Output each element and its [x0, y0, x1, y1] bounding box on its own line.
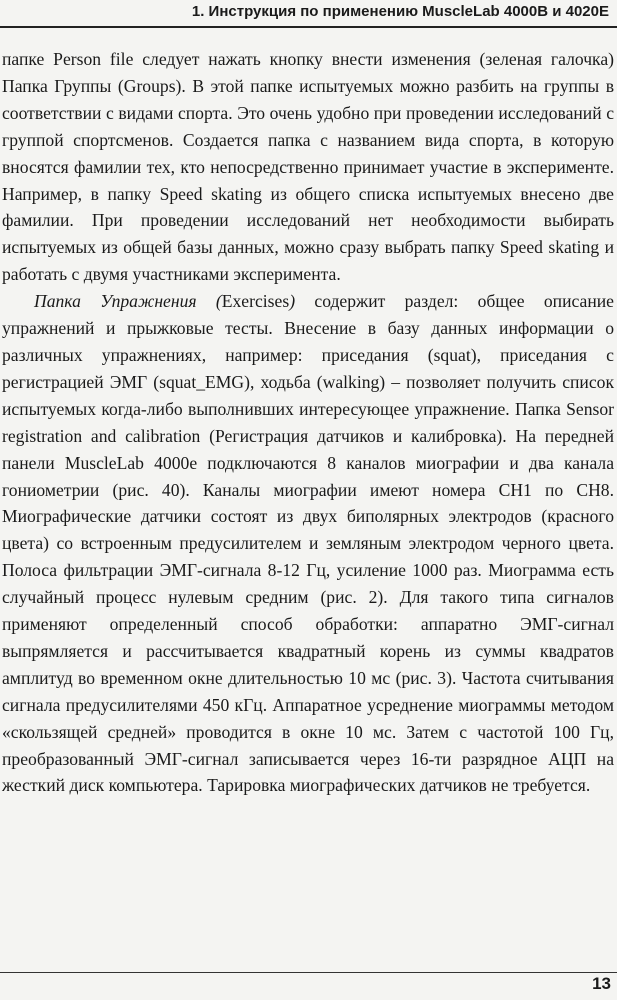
running-header: [0, 0, 617, 26]
header-rule: [0, 26, 617, 28]
footer-rule: [0, 972, 617, 973]
paragraph-2-rest: содержит раздел: общее описание упражнений и прыжковые тесты. Внесение в базу данных информации о различных упражнениях, например: приседания (squat), приседания с регистрацией ЭМГ (squat_EMG), ходьба (walking) – позволяет получить список испытуемых когда-либо выполнивших интересующее упражнение. Папка Sensor registration and calibration (Регистрация датчиков и калибровка). На передней панели MuscleLab 4000e подключаются 8 каналов миографии и два канала гониометрии (рис. 40). Каналы миографии имеют номера CH1 по CH8. Миографические датчики состоят из двух биполярных электродов (красного цвета) со встроенным предусилителем и земляным электродом черного цвета. Полоса фильтрации ЭМГ-сигнала 8-12 Гц, усиление 1000 раз. Миограмма есть случайный процесс нулевым средним (рис. 2). Для такого типа сигналов применяют определенный способ обработки: аппаратно ЭМГ-сигнал выпрямляется и рассчитывается квадратный корень из суммы квадратов амплитуд во временном окне длительностью 10 мс (рис. 3). Частота считывания сигнала предусилителями 450 кГц. Аппаратное усреднение миограммы методом «скользящей средней» проводится в окне 10 мс. Затем с частотой 100 Гц, преобразованный ЭМГ-сигнал записывается через 16-ти разрядное АЦП на жесткий диск компьютера. Тарировка миографических датчиков не требуется.: [2, 291, 614, 796]
paragraph-2-italic-close: ): [289, 291, 296, 312]
paragraph-2-italic-lead: Папка Упражнения (: [34, 291, 222, 312]
paragraph-2: [2, 288, 614, 799]
running-title: 1. Инструкция по применению MuscleLab 4000B и 4020E: [191, 3, 609, 20]
page-number: 13: [592, 974, 611, 993]
paragraph-1: папке Person file следует нажать кнопку внести изменения (зеленая галочка) Папка Группы (Groups). В этой папке испытуемых можно разбить на группы в соответствии с видами спорта. Это очень удобно при проведении исследований с группой спортсменов. Создается папка с названием вида спорта, в которую вносятся фамилии тех, кто непосредственно принимает участие в эксперименте. Например, в папку Speed skating из общего списка испытуемых внесено две фамилии. При проведении исследований нет необходимости выбирать испытуемых из общей базы данных, можно сразу выбрать папку Speed skating и работать с двумя участниками эксперимента.: [2, 49, 614, 285]
body-text: [2, 46, 614, 799]
paragraph-2-exercises: Exercises: [221, 291, 290, 312]
